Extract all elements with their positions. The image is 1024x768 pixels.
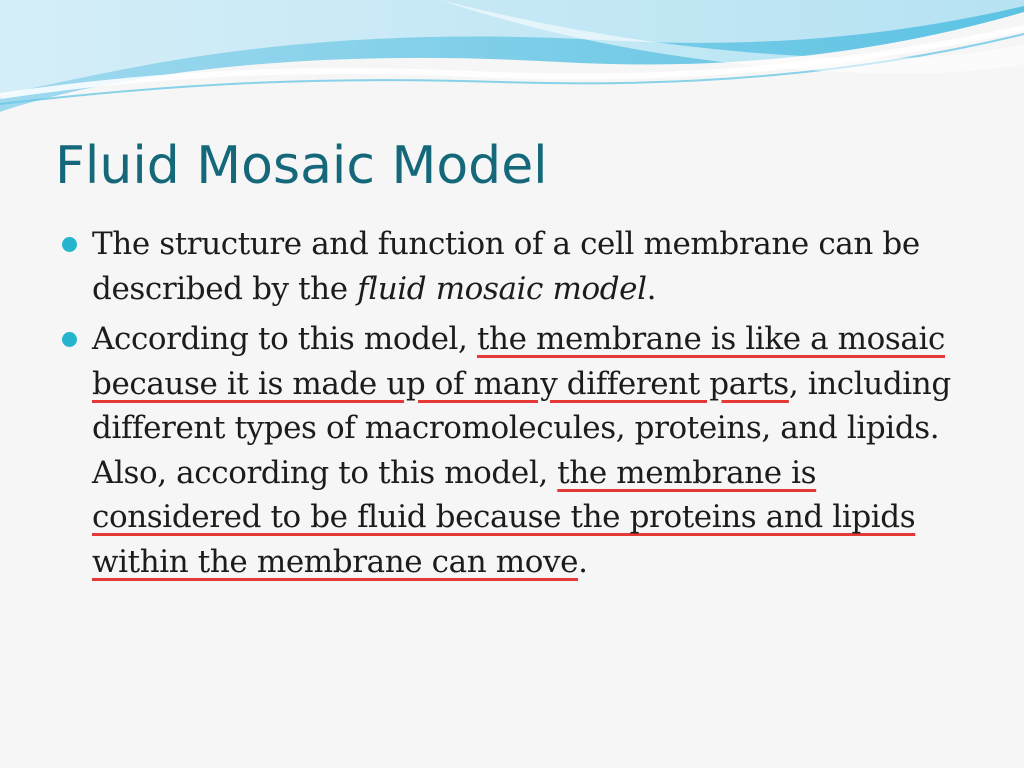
- bullet-text: , including different types of macromolecules, proteins, and lipids. Also, according to this model,: [92, 365, 951, 491]
- decorative-wave-header: [0, 0, 1024, 130]
- slide-title: Fluid Mosaic Model: [55, 136, 548, 196]
- bullet-text: According to this model,: [92, 321, 477, 357]
- bullet-list: [58, 222, 958, 590]
- bullet-item: [58, 222, 958, 311]
- bullet-dot-icon: [62, 332, 77, 347]
- bullet-text: The structure and function of a cell membrane can be described by the: [92, 226, 920, 307]
- underlined-phrase: the membrane is considered to be fluid because the proteins and lipids within the membrane can move: [92, 454, 916, 580]
- bullet-dot-icon: [62, 237, 77, 252]
- bullet-italic-term: fluid mosaic model: [357, 270, 647, 307]
- bullet-text: .: [646, 270, 657, 307]
- bullet-item: [58, 317, 958, 584]
- bullet-text: .: [578, 543, 588, 580]
- underlined-phrase: the membrane is like a mosaic because it is made up of many different parts: [92, 321, 945, 402]
